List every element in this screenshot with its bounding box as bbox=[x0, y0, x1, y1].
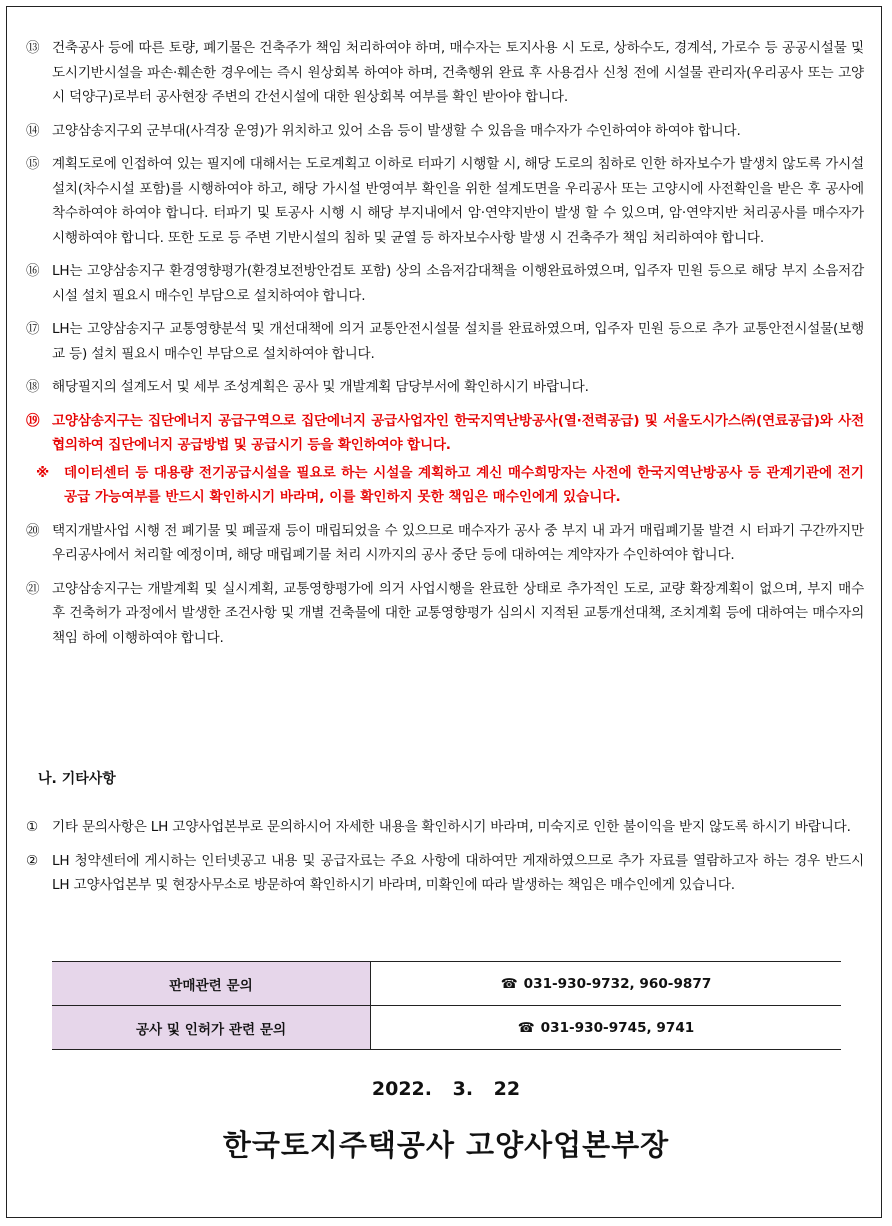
item-text: LH는 고양삼송지구 환경영향평가(환경보전방안검토 포함) 상의 소음저감대책을 이행완료하였으며, 입주자 민원 등으로 해당 부지 소음저감시설 설치 필요시 매수인 부담으로 설치하여야 합니다. bbox=[52, 263, 864, 304]
contact-phone: 031-930-9732, 960-9877 bbox=[523, 975, 712, 992]
notice-date: 2022. 3. 22 bbox=[371, 1078, 521, 1100]
item-number: ⑱ bbox=[26, 379, 40, 395]
phone-icon: ☎ bbox=[517, 1019, 535, 1036]
note-text: 데이터센터 등 대용량 전기공급시설을 필요로 하는 시설을 계획하고 계신 매수희망자는 사전에 한국지역난방공사 등 관계기관에 전기 공급 가능여부를 반드시 확인하시기 바라며, 이를 확인하지 못한 책임은 매수인에게 있습니다. bbox=[64, 464, 864, 505]
reference-mark: ※ bbox=[36, 464, 50, 481]
notice-item-18 bbox=[26, 375, 864, 400]
notice-item-17 bbox=[26, 317, 864, 366]
item-number: ⑬ bbox=[26, 40, 40, 56]
table-row bbox=[52, 962, 841, 1006]
item-number: ⑰ bbox=[26, 321, 40, 337]
item-text: LH는 고양삼송지구 교통영향분석 및 개선대책에 의거 교통안전시설물 설치를 완료하였으며, 입주자 민원 등으로 추가 교통안전시설물(보행교 등) 설치 필요시 매수인 부담으로 설치하여야 합니다. bbox=[52, 321, 864, 362]
contact-phone: 031-930-9745, 9741 bbox=[540, 1019, 695, 1036]
contact-phone-cell bbox=[371, 1006, 842, 1050]
item-text: 건축공사 등에 따른 토량, 폐기물은 건축주가 책임 처리하여야 하며, 매수자는 토지사용 시 도로, 상하수도, 경계석, 가로수 등 공공시설물 및 도시기반시설을 파손·훼손한 경우에는 즉시 원상회복 하여야 하며, 건축행위 완료 후 사용검사 신청 전에 시설물 관리자(우리공사 또는 고양시 덕양구)로부터 공사현장 주변의 간선시설에 대한 원상회복 여부를 확인 받아야 합니다. bbox=[52, 40, 864, 105]
phone-icon: ☎ bbox=[500, 975, 518, 992]
item-text: 고양삼송지구는 집단에너지 공급구역으로 집단에너지 공급사업자인 한국지역난방공사(열·전력공급) 및 서울도시가스㈜(연료공급)와 사전협의하여 집단에너지 공급방법 및 공급시기 등을 확인하여야 합니다. bbox=[52, 412, 864, 453]
item-number: ⑲ bbox=[26, 412, 40, 429]
item-text: 계획도로에 인접하여 있는 필지에 대해서는 도로계획고 이하로 터파기 시행할 시, 해당 도로의 침하로 인한 하자보수가 발생치 않도록 가시설 설치(차수시설 포함)를 시행하여야 하고, 해당 가시설 반영여부 확인을 위한 설계도면을 우리공사 또는 고양시에 사전확인을 받은 후 공사에 착수하여야 하여야 합니다. 터파기 및 토공사 시행 시 해당 부지내에서 암·연약지반이 발생 할 수 있으며, 암·연약지반 처리공사를 매수자가 시행하여야 합니다. 또한 도로 등 주변 기반시설의 침하 및 균열 등 하자보수사항 발생 시 건축주가 책임 처리하여야 합니다. bbox=[52, 156, 864, 246]
item-text: 해당필지의 설계도서 및 세부 조성계획은 공사 및 개발계획 담당부서에 확인하시기 바랍니다. bbox=[52, 379, 589, 395]
other-item-2 bbox=[26, 849, 864, 898]
other-item-1 bbox=[26, 815, 864, 840]
issuing-organization: 한국토지주택공사 고양사업본부장 bbox=[222, 1128, 670, 1162]
item-number: ⑭ bbox=[26, 122, 40, 139]
item-text: 기타 문의사항은 LH 고양사업본부로 문의하시어 자세한 내용을 확인하시기 바라며, 미숙지로 인한 불이익을 받지 않도록 하시기 바랍니다. bbox=[52, 819, 851, 835]
item-number: ⑮ bbox=[26, 156, 40, 172]
item-number: ⑯ bbox=[26, 263, 40, 279]
item-number: ② bbox=[26, 852, 38, 869]
notice-item-21 bbox=[26, 577, 864, 651]
item-number: ⑳ bbox=[26, 522, 40, 539]
item-text: LH 청약센터에 게시하는 인터넷공고 내용 및 공급자료는 주요 사항에 대하여만 게재하였으므로 추가 자료를 열람하고자 하는 경우 반드시 LH 고양사업본부 및 현장사무소로 방문하여 확인하시기 바라며, 미확인에 따라 발생하는 책임은 매수인에게 있습니다. bbox=[52, 852, 864, 893]
other-items-list bbox=[26, 815, 864, 907]
notice-item-13 bbox=[26, 36, 864, 110]
notice-item-14 bbox=[26, 119, 864, 144]
contact-phone-cell bbox=[371, 962, 842, 1006]
notice-item-20 bbox=[26, 519, 864, 568]
red-warning-note bbox=[26, 461, 864, 510]
contact-table bbox=[52, 961, 841, 1050]
item-number: ㉑ bbox=[26, 580, 40, 597]
section-title: 나. 기타사항 bbox=[38, 771, 116, 787]
table-row bbox=[52, 1006, 841, 1050]
contact-label: 공사 및 인허가 관련 문의 bbox=[52, 1006, 371, 1050]
item-text: 택지개발사업 시행 전 폐기물 및 폐골재 등이 매립되었을 수 있으므로 매수자가 공사 중 부지 내 과거 매립폐기물 발견 시 터파기 구간까지만 우리공사에서 처리할 예정이며, 해당 매립폐기물 처리 시까지의 공사 중단 등에 대하여는 계약자가 수인하여야 합니다. bbox=[52, 522, 864, 563]
notice-item-19-highlighted bbox=[26, 409, 864, 458]
item-number: ① bbox=[26, 819, 38, 835]
contact-label: 판매관련 문의 bbox=[52, 962, 371, 1006]
item-text: 고양삼송지구는 개발계획 및 실시계획, 교통영향평가에 의거 사업시행을 완료한 상태로 추가적인 도로, 교량 확장계획이 없으며, 부지 매수 후 건축허가 과정에서 발생한 조건사항 및 개별 건축물에 대한 교통영향평가 심의시 지적된 교통개선대책, 조치계획 등에 대하여는 매수자의 책임 하에 이행하여야 합니다. bbox=[52, 580, 864, 646]
notice-list bbox=[26, 36, 864, 659]
notice-item-15 bbox=[26, 152, 864, 250]
item-text: 고양삼송지구외 군부대(사격장 운영)가 위치하고 있어 소음 등이 발생할 수 있음을 매수자가 수인하여야 하여야 합니다. bbox=[52, 122, 741, 139]
notice-item-16 bbox=[26, 259, 864, 308]
